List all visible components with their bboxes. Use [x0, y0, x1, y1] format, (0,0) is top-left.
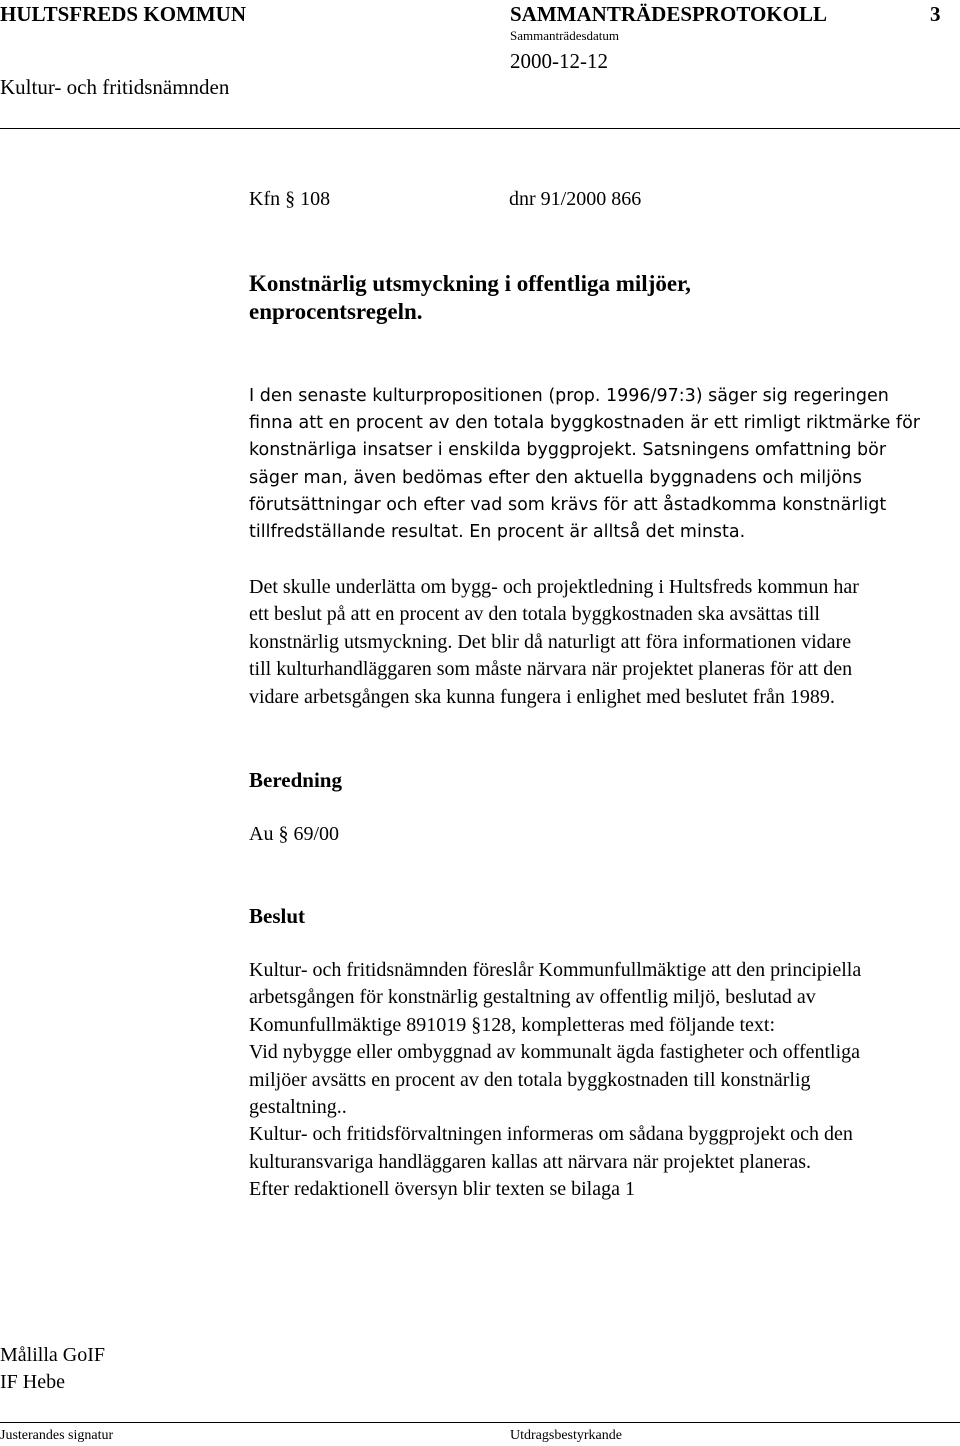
paragraph-line: Vid nybygge eller ombyggnad av kommunalt ägda fastigheter och offentliga — [249, 1041, 861, 1064]
intro-paragraph — [249, 383, 920, 546]
signature-label: Justerandes signatur — [0, 1428, 114, 1443]
paragraph-line: förutsättningar och efter vad som krävs för att åstadkomma konstnärligt — [249, 494, 887, 515]
paragraph-line: ett beslut på att en procent av den totala byggkostnaden ska avsättas till — [249, 603, 820, 626]
date-label: Sammanträdesdatum — [510, 28, 620, 43]
paragraph-line: miljöer avsätts en procent av den totala byggkostnaden till konstnärlig — [249, 1068, 811, 1091]
paragraph-line: I den senaste kulturpropositionen (prop. 1996/97:3) säger sig regeringen — [249, 386, 889, 406]
paragraph-line: tillfredställande resultat. En procent är alltså det minsta. — [249, 522, 746, 543]
footer-divider — [0, 1422, 960, 1423]
case-reference: Kfn § 108 — [249, 188, 331, 210]
paragraph-line: Det skulle underlätta om bygg- och projektledning i Hultsfreds kommun har — [249, 576, 859, 598]
paragraph-line: till kulturhandläggaren som måste närvara när projektet planeras för att den — [249, 658, 853, 681]
meeting-date: 2000-12-12 — [510, 49, 608, 73]
beredning-reference: Au § 69/00 — [249, 823, 339, 845]
certification-label: Utdragsbestyrkande — [510, 1428, 622, 1443]
paragraph-line: kulturansvariga handläggaren kallas att närvara när projektet planeras. — [249, 1150, 811, 1173]
second-paragraph — [249, 574, 859, 711]
paragraph-line: finna att en procent av den totala byggkostnaden är ett rimligt riktmärke för — [249, 413, 920, 434]
paragraph-line: Kultur- och fritidsförvaltningen informeras om sådana byggprojekt och den — [249, 1123, 853, 1146]
case-title-line: enprocentsregeln. — [249, 299, 423, 324]
page-number: 3 — [930, 2, 941, 26]
beslut-heading: Beslut — [249, 904, 306, 928]
paragraph-line: arbetsgången för konstnärlig gestaltning av offentlig miljö, beslutad av — [249, 986, 816, 1009]
protocol-title: SAMMANTRÄDESPROTOKOLL — [510, 2, 827, 26]
paragraph-line: gestaltning.. — [249, 1096, 347, 1119]
paragraph-line: Komunfullmäktige 891019 §128, kompletteras med följande text: — [249, 1013, 776, 1036]
margin-note: Målilla GoIF — [0, 1344, 105, 1366]
paragraph-line: konstnärlig utsmyckning. Det blir då naturligt att föra informationen vidare — [249, 630, 852, 653]
committee-name: Kultur- och fritidsnämnden — [0, 75, 230, 99]
paragraph-line: Kultur- och fritidsnämnden föreslår Kommunfullmäktige att den principiella — [249, 959, 862, 981]
header-divider — [0, 128, 960, 129]
municipality-name: HULTSFREDS KOMMUN — [0, 2, 247, 26]
paragraph-line: säger man, även bedömas efter den aktuella byggnadens och miljöns — [249, 467, 862, 488]
paragraph-line: Efter redaktionell översyn blir texten se bilaga 1 — [249, 1178, 635, 1201]
case-dnr: dnr 91/2000 866 — [509, 188, 642, 210]
paragraph-line: konstnärliga insatser i enskilda byggprojekt. Satsningens omfattning bör — [249, 440, 887, 461]
margin-note: IF Hebe — [0, 1371, 65, 1393]
case-title — [249, 270, 691, 326]
paragraph-line: vidare arbetsgången ska kunna fungera i enlighet med beslutet från 1989. — [249, 685, 835, 708]
beslut-text — [249, 957, 861, 1204]
beredning-heading: Beredning — [249, 768, 342, 792]
case-title-line: Konstnärlig utsmyckning i offentliga miljöer, — [249, 271, 691, 296]
